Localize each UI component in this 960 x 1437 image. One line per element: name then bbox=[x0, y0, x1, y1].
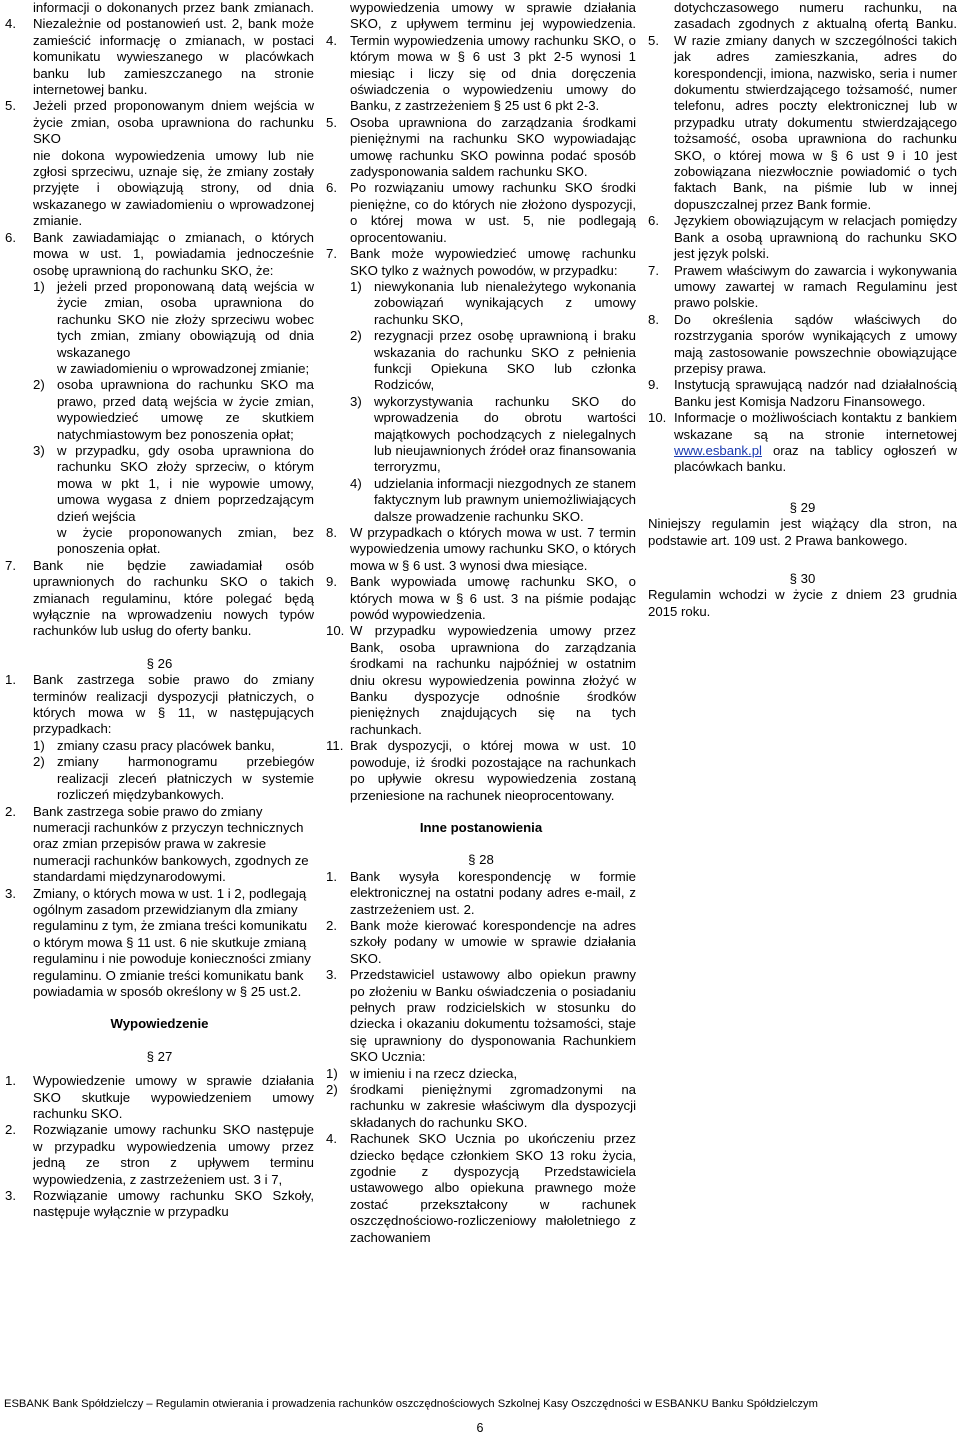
item-text: oraz na tablicy ogłoszeń w placówkach banku. bbox=[674, 442, 957, 475]
list-item bbox=[326, 115, 636, 181]
item-number: 2) bbox=[33, 754, 45, 770]
list-item bbox=[326, 574, 636, 623]
item-number: 9. bbox=[326, 574, 337, 590]
column-1 bbox=[5, 0, 314, 1221]
list-item bbox=[648, 263, 957, 312]
column-3 bbox=[648, 0, 957, 620]
item-text: jeżeli przed proponowaną datą wejścia w życie zmian, osoba uprawniona do rachunku SKO nie złoży sprzeciwu wobec tych zmian, zmiany obowiązują od dnia wskazanego bbox=[57, 278, 314, 360]
item-number: 2. bbox=[326, 917, 337, 933]
item-number: 1) bbox=[33, 278, 45, 294]
item-text: Wypowiedzenie umowy w sprawie działania SKO skutkuje wypowiedzeniem umowy rachunku SKO. bbox=[33, 1073, 314, 1121]
item-number: 5. bbox=[5, 98, 16, 114]
paragraph: dotychczasowego numeru rachunku, na zasadach zgodnych z aktualną ofertą Banku. bbox=[674, 0, 957, 32]
item-number: 2. bbox=[5, 1122, 16, 1138]
paragraph: wypowiedzenia umowy w sprawie działania SKO, z upływem terminu jej wypowiedzenia. bbox=[350, 0, 636, 32]
item-text: środkami pieniężnymi zgromadzonymi na rachunku w zakresie właściwym dla dyspozycji składanych do rachunku SKO. bbox=[350, 1082, 636, 1130]
item-number: 2) bbox=[33, 377, 45, 393]
paragraph: Regulamin wchodzi w życie z dniem 23 grudnia 2015 roku. bbox=[648, 587, 957, 619]
list-item bbox=[326, 180, 636, 246]
list-item bbox=[326, 1066, 636, 1082]
item-text: Rozwiązanie umowy rachunku SKO Szkoły, następuje wyłącznie w przypadku bbox=[33, 1188, 314, 1220]
list-item bbox=[326, 967, 636, 1065]
item-number: 3. bbox=[326, 967, 337, 983]
esbank-website-link[interactable]: www.esbank.pl bbox=[674, 442, 762, 458]
sub-item bbox=[33, 443, 314, 558]
section-heading: § 28 bbox=[468, 852, 494, 868]
sub-item bbox=[33, 377, 314, 443]
item-text: Bank wypowiada umowę rachunku SKO, o których mowa w § 6 ust. 3 na piśmie podając powód wypowiedzenia. bbox=[350, 574, 636, 623]
list-item bbox=[5, 16, 314, 98]
section-heading: § 27 bbox=[146, 1048, 173, 1064]
list-item bbox=[5, 1073, 314, 1122]
item-number: 8. bbox=[648, 311, 659, 327]
item-text: Termin wypowiedzenia umowy rachunku SKO, o którym mowa w § 6 ust 3 pkt 2-5 wynosi 1 miesiąc i liczy się od dnia doręczenia oświadczenia o wypowiedzeniu umowy do Banku, z zastrzeżeniem § 25 ust 6 pkt 2-3. bbox=[350, 32, 636, 114]
section-heading: Wypowiedzenie bbox=[110, 1016, 209, 1032]
item-number: 2) bbox=[350, 328, 362, 344]
list-item bbox=[5, 672, 314, 738]
item-text: Bank wysyła korespondencję w formie elektronicznej na ostatni podany adres e-mail, z zastrzeżeniem ust. 2. bbox=[350, 868, 636, 917]
item-text: W przypadku wypowiedzenia umowy przez Bank, osoba uprawniona do zarządzania środkami na rachunku najpóźniej w ostatnim dniu okresu wypowiedzenia powinna złożyć w Banku dyspozycje odnośnie środków pieniężnych znajdujących się na tych rachunkach. bbox=[350, 623, 636, 737]
item-number: 3. bbox=[5, 1188, 16, 1204]
spacer bbox=[326, 804, 636, 820]
item-number: 4) bbox=[350, 475, 362, 491]
spacer bbox=[5, 1065, 314, 1073]
item-number: 3. bbox=[5, 885, 16, 901]
page-number: 6 bbox=[476, 1421, 484, 1435]
item-number: 10. bbox=[648, 410, 667, 426]
item-number: 4. bbox=[326, 1131, 337, 1147]
list-item bbox=[648, 377, 957, 410]
item-text: Rachunek SKO Ucznia po ukończeniu przez dziecko będące członkiem SKO 13 roku życia, zgodnie z dyspozycją Przedstawiciela ustawowego albo opiekuna prawnego może zostać przekształcony w rachunek oszczędnościowo-rozliczeniowy małoletniego z zachowaniem bbox=[350, 1131, 636, 1245]
item-text: w życie proponowanych zmian, bez ponoszenia opłat. bbox=[57, 525, 314, 557]
item-number: 4. bbox=[326, 32, 337, 48]
list-item bbox=[326, 1131, 636, 1246]
spacer bbox=[648, 549, 957, 571]
list-item bbox=[5, 804, 314, 886]
item-number: 7. bbox=[326, 246, 337, 262]
list-item bbox=[326, 525, 636, 574]
sub-item bbox=[350, 328, 636, 394]
item-number: 8. bbox=[326, 525, 337, 540]
item-text: Informacje o możliwościach kontaktu z bankiem wskazane są na stronie internetowej bbox=[674, 410, 957, 442]
item-text: Bank może wypowiedzieć umowę rachunku SKO tylko z ważnych powodów, w przypadku: bbox=[350, 246, 636, 278]
item-number: 5. bbox=[648, 32, 659, 48]
list-item bbox=[326, 246, 636, 279]
spacer bbox=[648, 476, 957, 500]
list-item bbox=[326, 33, 636, 115]
column-2 bbox=[326, 0, 636, 1246]
item-text: niewykonania lub nienależytego wykonania zobowiązań wynikających z umowy rachunku SKO, bbox=[374, 278, 636, 327]
item-number: 2. bbox=[5, 803, 16, 819]
item-text: udzielania informacji niezgodnych ze stanem faktycznym lub prawnym uniemożliwiających dalsze prowadzenie rachunku SKO. bbox=[374, 475, 636, 524]
item-text: w zawiadomieniu o wprowadzonej zmianie; bbox=[57, 360, 310, 376]
item-number: 4. bbox=[5, 16, 16, 32]
item-number: 7. bbox=[648, 262, 659, 278]
item-number: 1. bbox=[5, 672, 16, 688]
item-text: nie dokona wypowiedzenia umowy lub nie zgłosi sprzeciwu, uznaje się, że zmiany zostały przyjęte i obowiązują strony, od dnia wskazanego w zawiadomieniu o wprowadzonej zmianie. bbox=[33, 147, 314, 229]
section-heading: § 29 bbox=[789, 499, 816, 515]
item-text: Bank nie będzie zawiadamiał osób uprawnionych do rachunku SKO o takich zmianach regulaminu, które polegać będą wyłącznie na wprowadzeniu nowych typów rachunków lub usług do oferty banku. bbox=[33, 557, 314, 639]
list-item bbox=[5, 1188, 314, 1221]
list-item bbox=[648, 410, 957, 476]
item-text: Rozwiązanie umowy rachunku SKO następuje w przypadku wypowiedzenia umowy przez jedną ze stron z upływem terminu wypowiedzenia, z zastrzeżeniem ust. 3 i 7, bbox=[33, 1122, 314, 1187]
list-item bbox=[326, 869, 636, 918]
spacer bbox=[5, 1033, 314, 1049]
item-number: 6. bbox=[5, 229, 16, 245]
item-text: Bank może kierować korespondencje na adres szkoły podany w umowie w sprawie działania SKO. bbox=[350, 917, 636, 966]
list-item bbox=[5, 886, 314, 1001]
sub-item bbox=[33, 279, 314, 377]
item-text: Osoba uprawniona do zarządzania środkami pieniężnymi na rachunku SKO wypowiadając umowę rachunku SKO powinna podać sposób zadysponowania saldem rachunku SKO. bbox=[350, 114, 636, 180]
item-text: zmiany harmonogramu przebiegów realizacji zleceń płatniczych w systemie rozliczeń międzybankowych. bbox=[57, 754, 314, 803]
sub-item bbox=[350, 394, 636, 476]
sub-item bbox=[350, 476, 636, 525]
section-heading: § 30 bbox=[789, 571, 816, 586]
item-text: w imieniu i na rzecz dziecka, bbox=[350, 1065, 518, 1081]
item-number: 6. bbox=[648, 213, 659, 229]
item-text: Bank zastrzega sobie prawo do zmiany terminów realizacji dyspozycji płatniczych, o których mowa w § 11, w następujących przypadkach: bbox=[33, 672, 314, 737]
list-item bbox=[326, 623, 636, 738]
item-text: Prawem właściwym do zawarcia i wykonywania umowy zawartej w ramach Regulaminu jest prawo polskie. bbox=[674, 262, 957, 311]
list-item bbox=[5, 98, 314, 229]
paragraph: informacji o dokonanych przez bank zmianach. bbox=[33, 0, 314, 15]
item-text: Brak dyspozycji, o której mowa w ust. 10 powoduje, iż środki pozostające na rachunkach po upływie okresu wypowiedzenia zostaną przeniesione na rachunek nieoprocentowany. bbox=[350, 738, 636, 803]
item-number: 1. bbox=[5, 1073, 16, 1089]
item-number: 7. bbox=[5, 557, 16, 573]
item-text: w przypadku, gdy osoba uprawniona do rachunku SKO złoży sprzeciw, o którym mowa w pkt 1, i nie wypowie umowy, umowa wygasa z dniem poprzedzającym dzień wejścia bbox=[57, 442, 314, 524]
item-number: 1) bbox=[326, 1065, 338, 1081]
paragraph: Niniejszy regulamin jest wiążący dla stron, na podstawie art. 109 ust. 2 Prawa bankowego. bbox=[648, 516, 957, 548]
list-item bbox=[648, 33, 957, 213]
item-text: wykorzystywania rachunku SKO do wprowadzenia do obrotu wartości majątkowych pochodzących z nielegalnych lub nieujawnionych źródeł oraz finansowania terroryzmu, bbox=[374, 393, 636, 475]
item-number: 1) bbox=[33, 737, 45, 753]
spacer bbox=[5, 1000, 314, 1016]
item-text: Do określenia sądów właściwych do rozstrzygania sporów wynikających z umowy mają zastosowanie powszechnie obowiązujące przepisy prawa. bbox=[674, 311, 957, 376]
item-number: 11. bbox=[326, 738, 344, 754]
item-number: 1) bbox=[350, 278, 362, 294]
item-number: 2) bbox=[326, 1082, 338, 1097]
list-item bbox=[5, 230, 314, 279]
item-number: 9. bbox=[648, 377, 659, 393]
sub-item bbox=[33, 754, 314, 803]
sub-item bbox=[33, 738, 314, 754]
item-text: rezygnacji przez osobę uprawnioną i braku wskazania do rachunku SKO z pełnienia funkcji Opiekuna SKO lub członka Rodziców, bbox=[374, 328, 636, 393]
item-text: Niezależnie od postanowień ust. 2, bank może zamieścić informację o zmianach, w postaci komunikatu wywieszanego w placówkach banku lub zamieszczanego na stronie internetowej banku. bbox=[33, 16, 314, 98]
item-number: 10. bbox=[326, 623, 345, 639]
item-text: Bank zawiadamiając o zmianach, o których mowa w ust. 1, powiadamia jednocześnie osobę uprawnioną do rachunku SKO, że: bbox=[33, 229, 314, 278]
list-item bbox=[326, 918, 636, 967]
section-heading: Inne postanowienia bbox=[419, 819, 543, 835]
item-text: Instytucją sprawującą nadzór nad działalnością Banku jest Komisja Nadzoru Finansowego. bbox=[674, 377, 957, 409]
list-item bbox=[326, 738, 636, 804]
item-number: 5. bbox=[326, 114, 337, 130]
item-text: Przedstawiciel ustawowy albo opiekun prawny po złożeniu w Banku oświadczenia o posiadaniu pełnych praw rodzicielskich w stosunku do dziecka i okazaniu dokumentu tożsamości, staje się uprawniony do dysponowania Rachunkiem SKO Ucznia: bbox=[350, 967, 636, 1065]
page-footer: ESBANK Bank Spółdzielczy – Regulamin otwierania i prowadzenia rachunków oszczędnościowych Szkolnej Kasy Oszczędności w ESBANKU Banku Spółdzielczym bbox=[4, 1398, 818, 1410]
spacer bbox=[5, 640, 314, 656]
section-heading: § 26 bbox=[146, 655, 173, 671]
item-number: 1. bbox=[326, 868, 337, 884]
list-item bbox=[326, 1082, 636, 1131]
spacer bbox=[326, 836, 636, 852]
item-text: Po rozwiązaniu umowy rachunku SKO środki pieniężne, co do których nie złożono dyspozycji, o której mowa w ust. 5, nie podlegają oprocentowaniu. bbox=[350, 180, 636, 245]
list-item bbox=[5, 558, 314, 640]
list-item bbox=[648, 213, 957, 262]
item-text: W razie zmiany danych w szczególności takich jak adres zamieszkania, adres do korespondencji, imiona, nazwisko, seria i numer dokumentu stwierdzającego tożsamość, numer telefonu, adres poczty elektronicznej lub w przypadku utraty dokumentu stwierdzającego tożsamość, osoba uprawniona do rachunku SKO, o której mowa w § 6 ust 9 i 10 jest zobowiązana niezwłocznie powiadomić o tych faktach Bank, na piśmie lub w innej dopuszczalnej przez Bank formie. bbox=[674, 32, 957, 212]
item-number: 3) bbox=[350, 393, 362, 409]
sub-item bbox=[350, 279, 636, 328]
list-item bbox=[5, 1122, 314, 1188]
item-text: Bank zastrzega sobie prawo do zmiany numeracji rachunków z przyczyn technicznych oraz zmian przepisów prawa w zakresie numeracji rachunków bankowych, zgodnych ze standardami międzynarodowymi. bbox=[33, 803, 309, 885]
list-item bbox=[648, 312, 957, 378]
item-text: osoba uprawniona do rachunku SKO ma prawo, przed datą wejścia w życie zmian, wypowiedzieć umowę ze skutkiem natychmiastowym bez ponoszenia opłat; bbox=[57, 377, 314, 442]
item-text: W przypadkach o których mowa w ust. 7 termin wypowiedzenia umowy rachunku SKO, o których mowa w § 6 ust. 3 wynosi dwa miesiące. bbox=[350, 525, 636, 573]
item-number: 6. bbox=[326, 180, 337, 196]
item-text: zmiany czasu pracy placówek banku, bbox=[57, 737, 275, 753]
item-text: Językiem obowiązującym w relacjach pomiędzy Bank a osobą uprawnioną do rachunku SKO jest język polski. bbox=[674, 213, 957, 262]
item-number: 3) bbox=[33, 442, 45, 458]
item-text: Jeżeli przed proponowanym dniem wejścia w życie zmian, osoba uprawniona do rachunku SKO bbox=[33, 98, 314, 147]
item-text: Zmiany, o których mowa w ust. 1 i 2, podlegają ogólnym zasadom przewidzianym dla zmiany regulaminu z tym, że zmiana treści komunikatu o którym mowa § 11 ust. 6 nie skutkuje zmianą regulaminu i nie powoduje konieczności zmiany regulaminu. O zmianie treści komunikatu bank powiadamia w sposób określony w § 25 ust.2. bbox=[33, 885, 311, 999]
